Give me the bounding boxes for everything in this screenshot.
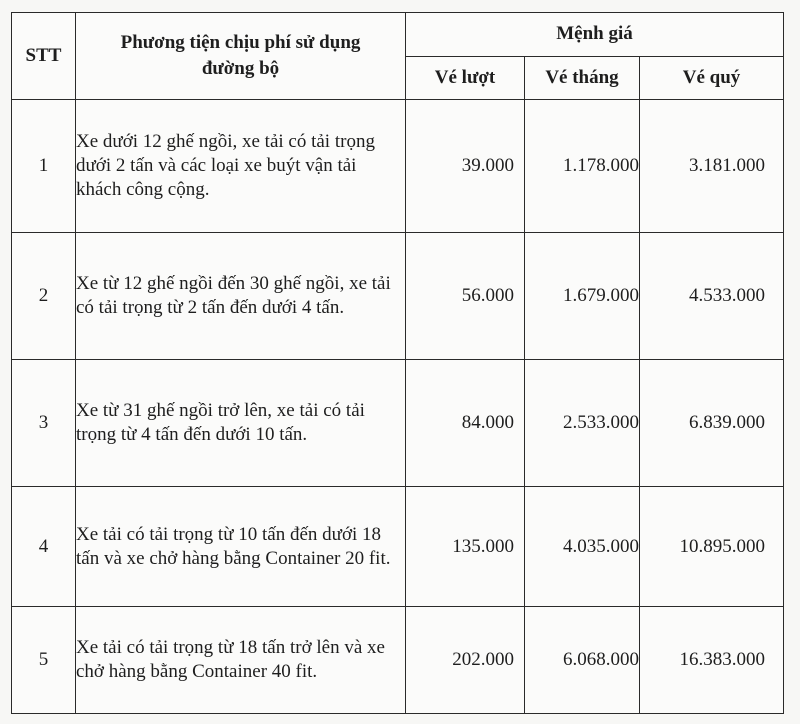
row-monthly: 2.533.000 xyxy=(525,360,640,487)
row-monthly: 1.178.000 xyxy=(525,100,640,233)
row-monthly: 1.679.000 xyxy=(525,233,640,360)
table-row xyxy=(12,100,784,233)
row-quarterly: 16.383.000 xyxy=(640,607,784,714)
row-monthly: 4.035.000 xyxy=(525,487,640,607)
row-stt: 1 xyxy=(12,100,76,233)
table-row xyxy=(12,233,784,360)
row-per-trip: 56.000 xyxy=(406,233,525,360)
fee-table xyxy=(11,12,784,714)
row-per-trip: 202.000 xyxy=(406,607,525,714)
row-per-trip: 135.000 xyxy=(406,487,525,607)
row-monthly: 6.068.000 xyxy=(525,607,640,714)
row-quarterly: 3.181.000 xyxy=(640,100,784,233)
header-price-group: Mệnh giá xyxy=(406,13,784,57)
row-stt: 2 xyxy=(12,233,76,360)
header-per-trip: Vé lượt xyxy=(406,56,525,100)
table-row xyxy=(12,607,784,714)
row-stt: 5 xyxy=(12,607,76,714)
row-description: Xe từ 31 ghế ngồi trở lên, xe tải có tải trọng từ 4 tấn đến dưới 10 tấn. xyxy=(76,360,406,487)
row-quarterly: 4.533.000 xyxy=(640,233,784,360)
row-description: Xe dưới 12 ghế ngồi, xe tải có tải trọng dưới 2 tấn và các loại xe buýt vận tải khách công cộng. xyxy=(76,100,406,233)
header-vehicle-line1: Phương tiện chịu phí sử dụng xyxy=(120,32,361,53)
header-monthly: Vé tháng xyxy=(525,56,640,100)
row-description: Xe tải có tải trọng từ 10 tấn đến dưới 18 tấn và xe chở hàng bằng Container 20 fit. xyxy=(76,487,406,607)
row-stt: 3 xyxy=(12,360,76,487)
header-vehicle xyxy=(76,13,406,100)
header-stt: STT xyxy=(12,13,76,100)
table-row xyxy=(12,360,784,487)
row-quarterly: 6.839.000 xyxy=(640,360,784,487)
row-stt: 4 xyxy=(12,487,76,607)
row-per-trip: 39.000 xyxy=(406,100,525,233)
row-description: Xe tải có tải trọng từ 18 tấn trở lên và xe chở hàng bằng Container 40 fit. xyxy=(76,607,406,714)
header-quarterly: Vé quý xyxy=(640,56,784,100)
header-vehicle-line2: đường bộ xyxy=(201,58,280,79)
row-description: Xe từ 12 ghế ngồi đến 30 ghế ngồi, xe tải có tải trọng từ 2 tấn đến dưới 4 tấn. xyxy=(76,233,406,360)
row-quarterly: 10.895.000 xyxy=(640,487,784,607)
row-per-trip: 84.000 xyxy=(406,360,525,487)
table-row xyxy=(12,487,784,607)
